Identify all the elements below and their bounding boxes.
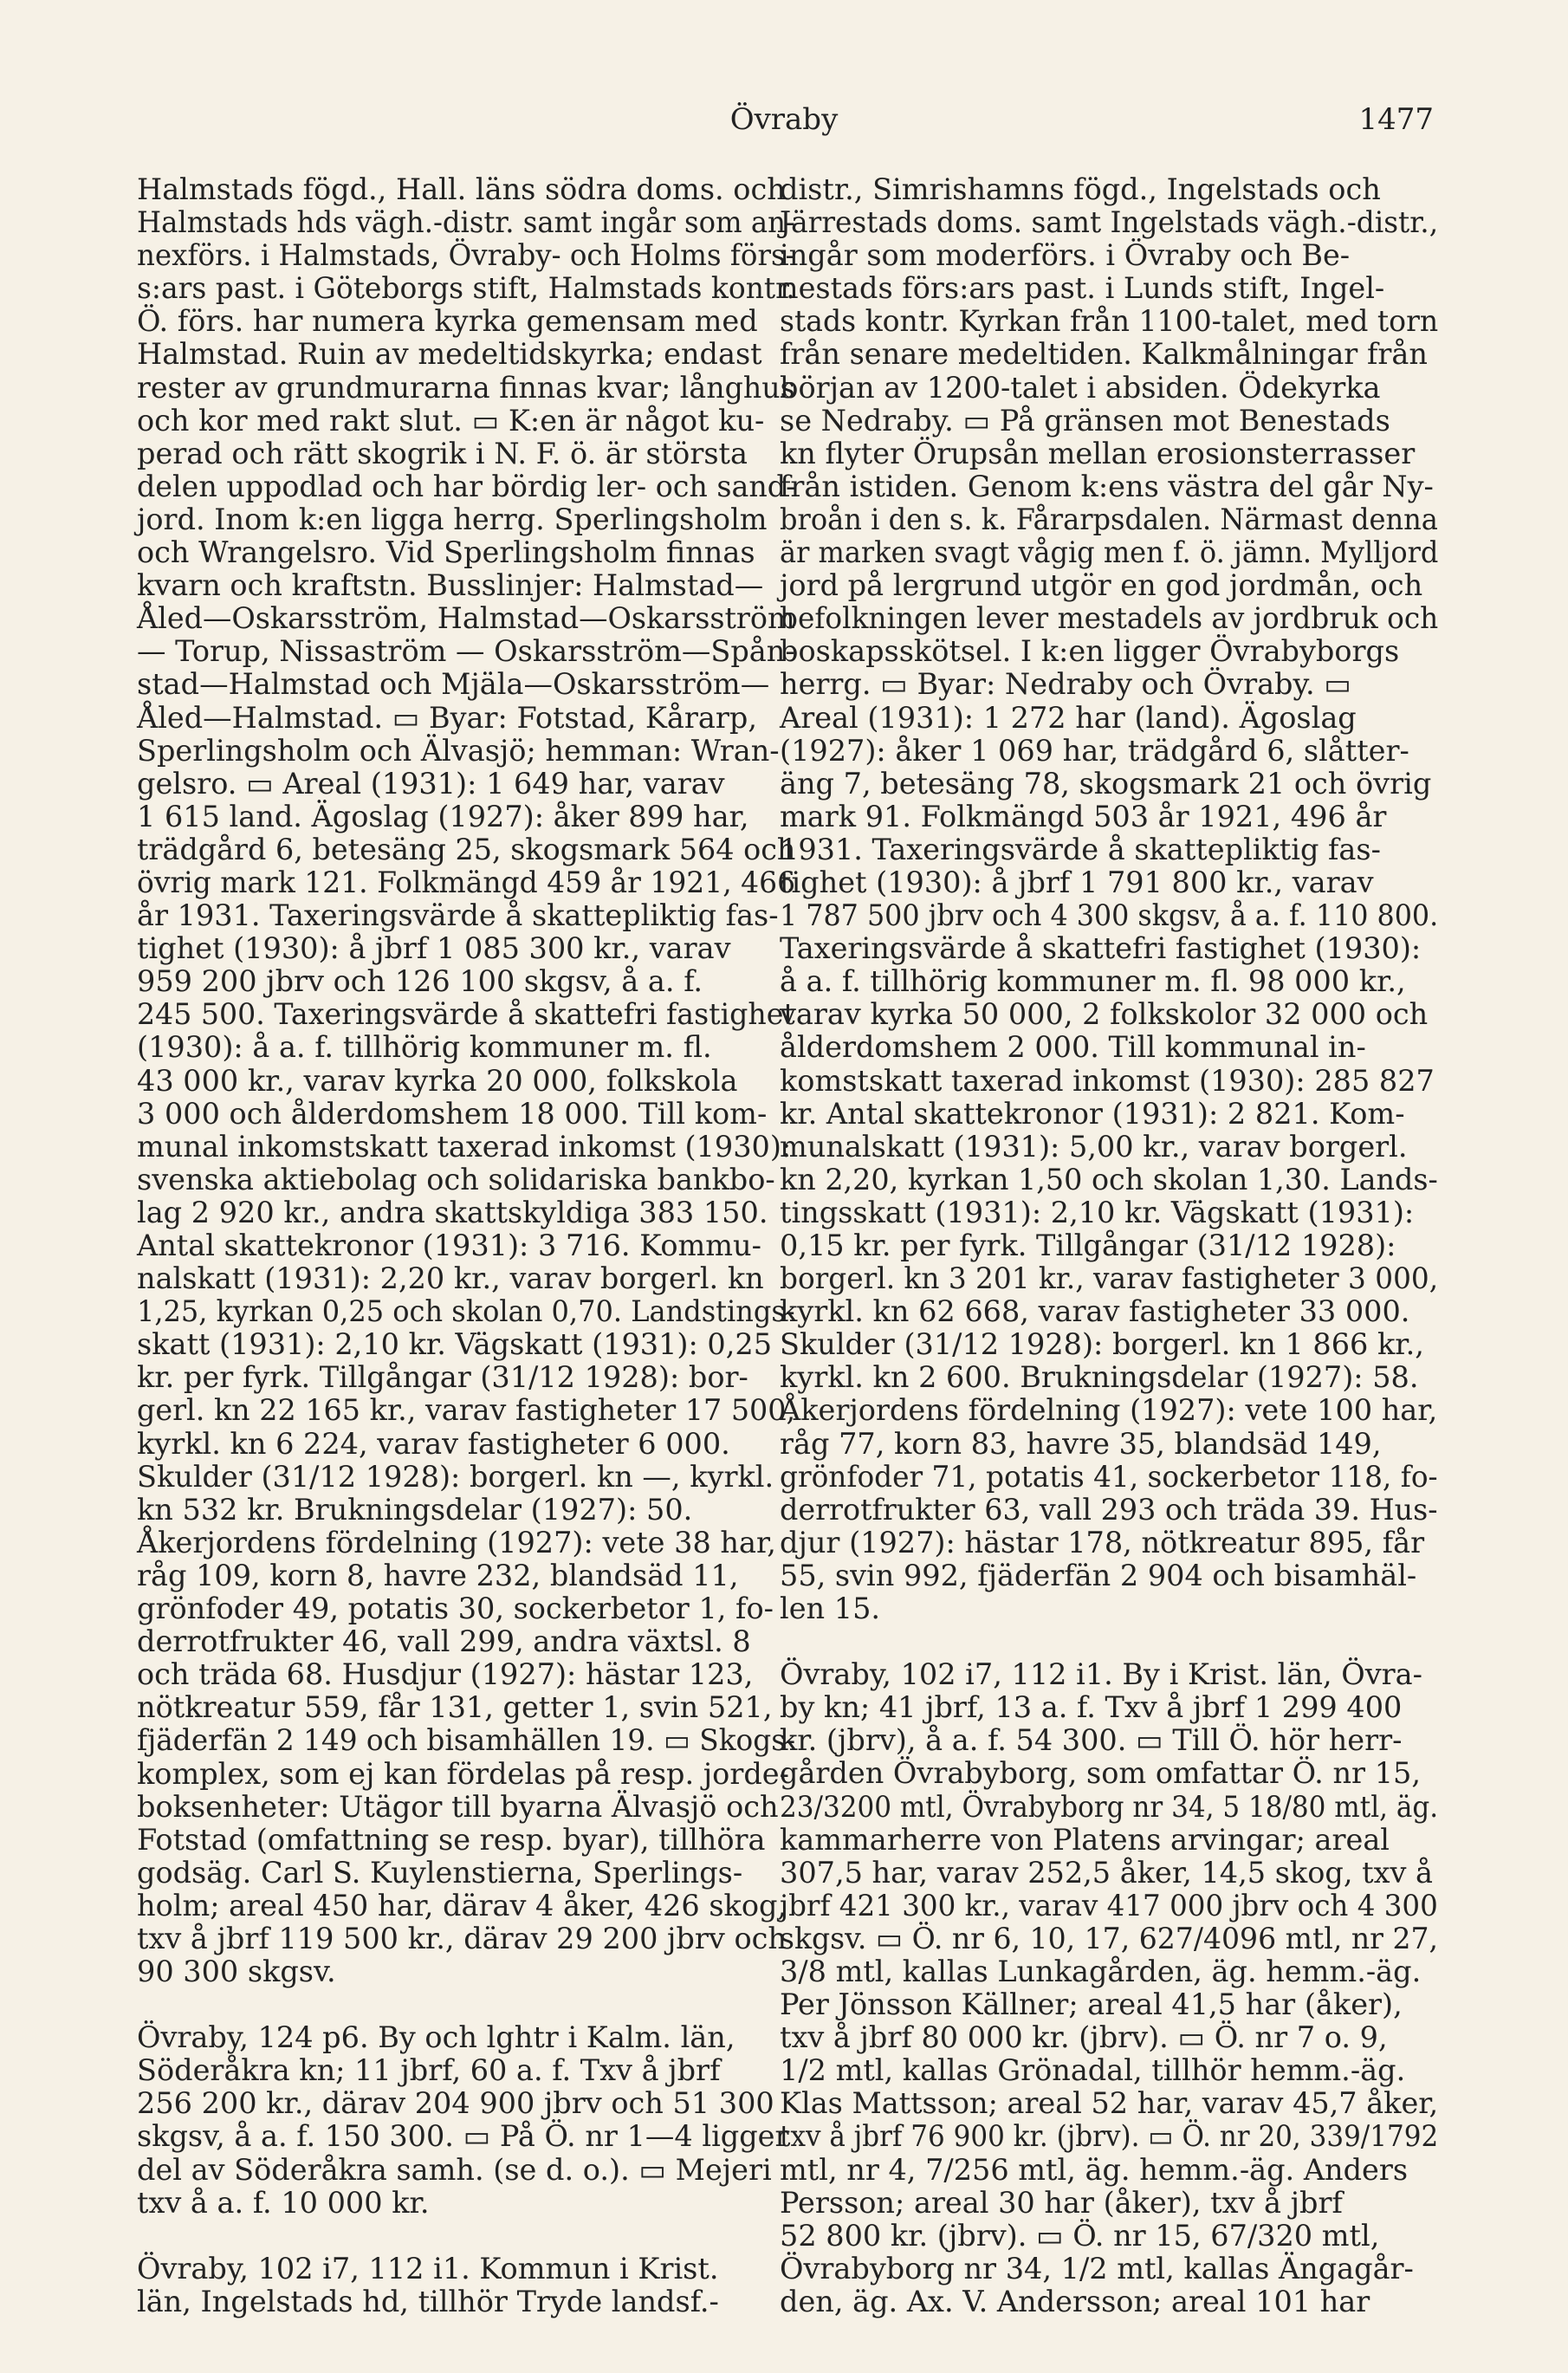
text-line: Persson; areal 30 har (åker), txv å jbrf xyxy=(780,2185,1343,2220)
text-line: början av 1200-talet i absiden. Ödekyrka xyxy=(780,370,1381,405)
text-line: Klas Mattsson; areal 52 har, varav 45,7 åker, xyxy=(780,2086,1439,2121)
text-line: derrotfrukter 63, vall 293 och träda 39. Hus- xyxy=(780,1492,1438,1527)
text-line: kn flyter Örupsån mellan erosionsterrasser xyxy=(780,436,1416,470)
text-line: län, Ingelstads hd, tillhör Tryde landsf.- xyxy=(137,2284,719,2318)
text-line: svenska aktiebolag och solidariska bankbo- xyxy=(137,1162,775,1196)
text-line: mark 91. Folkmängd 503 år 1921, 496 år xyxy=(780,799,1387,833)
text-line: komstskatt taxerad inkomst (1930): 285 827 xyxy=(780,1063,1435,1098)
text-line: 1/2 mtl, kallas Grönadal, tillhör hemm.-äg. xyxy=(780,2053,1406,2088)
text-line: gelsro. ▭ Areal (1931): 1 649 har, varav xyxy=(137,766,725,801)
text-line: kr. per fyrk. Tillgångar (31/12 1928): bor- xyxy=(137,1360,748,1395)
text-line: gerl. kn 22 165 kr., varav fastigheter 17 500, xyxy=(137,1393,796,1428)
text-line: len 15. xyxy=(780,1592,881,1626)
text-line: Åkerjordens fördelning (1927): vete 38 har, xyxy=(137,1525,776,1559)
left-column xyxy=(137,173,795,2318)
text-line: Halmstads fögd., Hall. läns södra doms. och xyxy=(137,172,786,206)
text-line: 1931. Taxeringsvärde å skattepliktig fas- xyxy=(780,832,1381,866)
text-line: distr., Simrishamns fögd., Ingelstads och xyxy=(780,172,1381,206)
right-column xyxy=(780,173,1438,2318)
text-line: djur (1927): hästar 178, nötkreatur 895, får xyxy=(780,1525,1425,1559)
text-line: från istiden. Genom k:ens västra del går Ny- xyxy=(780,469,1434,503)
text-line: derrotfrukter 46, vall 299, andra växtsl. 8 xyxy=(137,1624,751,1659)
text-line: se Nedraby. ▭ På gränsen mot Benestads xyxy=(780,403,1390,438)
text-line: nalskatt (1931): 2,20 kr., varav borgerl. kn xyxy=(137,1261,764,1296)
text-line: Övrabyborg nr 34, 1/2 mtl, kallas Ängagår- xyxy=(780,2251,1414,2285)
paragraph-gap xyxy=(137,1988,795,2021)
text-line: holm; areal 450 har, därav 4 åker, 426 skog, xyxy=(137,1888,787,1922)
text-line: komplex, som ej kan fördelas på resp. jorde- xyxy=(137,1756,789,1791)
text-line: 959 200 jbrv och 126 100 skgsv, å a. f. xyxy=(137,964,703,999)
text-line: den, äg. Ax. V. Andersson; areal 101 har xyxy=(780,2284,1370,2318)
text-line: kyrkl. kn 62 668, varav fastigheter 33 000. xyxy=(780,1294,1410,1329)
text-line: del av Söderåkra samh. (se d. o.). ▭ Mejeri xyxy=(137,2152,772,2187)
text-line: boskapsskötsel. I k:en ligger Övrabyborgs xyxy=(780,634,1400,669)
text-line: kyrkl. kn 2 600. Brukningsdelar (1927): 58. xyxy=(780,1360,1419,1395)
text-line: fjäderfän 2 149 och bisamhällen 19. ▭ Skogs- xyxy=(137,1723,796,1758)
text-line: mtl, nr 4, 7/256 mtl, äg. hemm.-äg. Anders xyxy=(780,2152,1409,2187)
text-line: Åled—Halmstad. ▭ Byar: Fotstad, Kårarp, xyxy=(137,700,757,735)
text-line: från senare medeltiden. Kalkmålningar från xyxy=(780,337,1428,372)
text-line: varav kyrka 50 000, 2 folkskolor 32 000 och xyxy=(780,997,1429,1032)
text-line: Areal (1931): 1 272 har (land). Ägoslag xyxy=(780,700,1357,735)
text-line: gården Övrabyborg, som omfattar Ö. nr 15, xyxy=(780,1756,1421,1791)
text-line: 1,25, kyrkan 0,25 och skolan 0,70. Landstings- xyxy=(137,1294,795,1329)
text-line: broån i den s. k. Fårarpsdalen. Närmast denna xyxy=(780,502,1438,536)
text-line: Övraby, 102 i7, 112 i1. By i Krist. län, Övra- xyxy=(780,1657,1422,1692)
text-line: kr. Antal skattekronor (1931): 2 821. Kom- xyxy=(780,1096,1405,1131)
text-line: Övraby, 102 i7, 112 i1. Kommun i Krist. xyxy=(137,2251,719,2285)
text-line: övrig mark 121. Folkmängd 459 år 1921, 466 xyxy=(137,865,796,899)
paragraph-gap xyxy=(137,2220,795,2253)
text-line: kn 532 kr. Brukningsdelar (1927): 50. xyxy=(137,1492,693,1527)
text-line: och kor med rakt slut. ▭ K:en är något ku- xyxy=(137,403,765,438)
text-line: lag 2 920 kr., andra skattskyldiga 383 150. xyxy=(137,1195,768,1229)
text-line: och Wrangelsro. Vid Sperlingsholm finnas xyxy=(137,535,755,570)
text-line: txv å jbrf 80 000 kr. (jbrv). ▭ Ö. nr 7 o. 9, xyxy=(780,2020,1388,2055)
text-line: stad—Halmstad och Mjäla—Oskarsström— xyxy=(137,667,770,702)
text-line: Åled—Oskarsström, Halmstad—Oskarsström xyxy=(137,601,795,636)
text-line: äng 7, betesäng 78, skogsmark 21 och övrig xyxy=(780,766,1432,801)
text-line: Skulder (31/12 1928): borgerl. kn —, kyrkl. xyxy=(137,1459,774,1494)
text-line: txv å jbrf 119 500 kr., därav 29 200 jbrv och xyxy=(137,1921,787,1955)
text-line: trädgård 6, betesäng 25, skogsmark 564 och xyxy=(137,832,796,866)
text-line: — Torup, Nissaström — Oskarsström—Spån- xyxy=(137,634,795,669)
text-line: kr. (jbrv), å a. f. 54 300. ▭ Till Ö. hör herr- xyxy=(780,1723,1403,1758)
text-line: jord på lergrund utgör en god jordmån, och xyxy=(780,568,1423,603)
text-line: Skulder (31/12 1928): borgerl. kn 1 866 kr., xyxy=(780,1327,1424,1362)
text-line: 3/8 mtl, kallas Lunkagården, äg. hemm.-äg. xyxy=(780,1954,1422,1988)
text-line: tighet (1930): å jbrf 1 791 800 kr., varav xyxy=(780,865,1374,899)
text-line: 0,15 kr. per fyrk. Tillgångar (31/12 1928): xyxy=(780,1229,1396,1262)
text-line: rester av grundmurarna finnas kvar; långhus xyxy=(137,370,795,405)
text-line: perad och rätt skogrik i N. F. ö. är största xyxy=(137,436,748,470)
text-line: stads kontr. Kyrkan från 1100-talet, med torn xyxy=(780,304,1439,339)
text-line: borgerl. kn 3 201 kr., varav fastigheter 3 000, xyxy=(780,1261,1439,1296)
text-line: år 1931. Taxeringsvärde å skattepliktig fas- xyxy=(137,898,779,933)
text-line: grönfoder 71, potatis 41, sockerbetor 118, fo- xyxy=(780,1459,1438,1494)
text-line: ingår som moderförs. i Övraby och Be- xyxy=(780,238,1351,273)
text-line: 307,5 har, varav 252,5 åker, 14,5 skog, txv å xyxy=(780,1855,1434,1890)
text-line: 52 800 kr. (jbrv). ▭ Ö. nr 15, 67/320 mtl, xyxy=(780,2218,1380,2253)
text-line: tighet (1930): å jbrf 1 085 300 kr., varav xyxy=(137,931,731,966)
text-line: Halmstads hds vägh.-distr. samt ingår som an- xyxy=(137,205,795,240)
text-line: txv å a. f. 10 000 kr. xyxy=(137,2185,430,2220)
text-line: skgsv. ▭ Ö. nr 6, 10, 17, 627/4096 mtl, nr 27, xyxy=(780,1921,1439,1955)
text-line: Fotstad (omfattning se resp. byar), tillhöra xyxy=(137,1822,766,1857)
text-line: ålderdomshem 2 000. Till kommunal in- xyxy=(780,1030,1366,1065)
text-line: 23/3200 mtl, Övrabyborg nr 34, 5 18/80 mtl, äg. xyxy=(780,1789,1439,1824)
text-line: grönfoder 49, potatis 30, sockerbetor 1, fo- xyxy=(137,1592,774,1626)
text-line: Per Jönsson Källner; areal 41,5 har (åker), xyxy=(780,1987,1403,2022)
text-line: jord. Inom k:en ligga herrg. Sperlingsholm xyxy=(137,502,768,536)
text-line: Järrestads doms. samt Ingelstads vägh.-distr., xyxy=(780,205,1439,240)
text-line: 90 300 skgsv. xyxy=(137,1955,336,1989)
text-line: råg 77, korn 83, havre 35, blandsäd 149, xyxy=(780,1426,1382,1461)
text-line: 3 000 och ålderdomshem 18 000. Till kom- xyxy=(137,1096,768,1131)
text-line: nexförs. i Halmstads, Övraby- och Holms förs- xyxy=(137,238,795,273)
text-line: kammarherre von Platens arvingar; areal xyxy=(780,1822,1390,1857)
text-line: Antal skattekronor (1931): 3 716. Kommu- xyxy=(137,1229,761,1262)
text-line: Åkerjordens fördelning (1927): vete 100 har, xyxy=(780,1393,1438,1428)
text-line: munal inkomstskatt taxerad inkomst (1930): xyxy=(137,1129,792,1164)
text-line: herrg. ▭ Byar: Nedraby och Övraby. ▭ xyxy=(780,667,1351,702)
text-line: Övraby, 124 p6. By och lghtr i Kalm. län, xyxy=(137,2020,735,2055)
text-line: txv å jbrf 76 900 kr. (jbrv). ▭ Ö. nr 20, 339/1792 xyxy=(780,2119,1439,2154)
text-line: å a. f. tillhörig kommuner m. fl. 98 000 kr., xyxy=(780,964,1406,999)
text-line: (1930): å a. f. tillhörig kommuner m. fl. xyxy=(137,1030,712,1065)
text-line: skatt (1931): 2,10 kr. Vägskatt (1931): 0,25 xyxy=(137,1327,773,1362)
text-line: boksenheter: Utägor till byarna Älvasjö och xyxy=(137,1789,779,1824)
text-line: Halmstad. Ruin av medeltidskyrka; endast xyxy=(137,337,762,372)
text-line: Sperlingsholm och Älvasjö; hemman: Wran- xyxy=(137,733,780,768)
text-line: 1 787 500 jbrv och 4 300 skgsv, å a. f. 110 800. xyxy=(780,898,1439,933)
text-line: kn 2,20, kyrkan 1,50 och skolan 1,30. Lands- xyxy=(780,1162,1438,1196)
text-line: munalskatt (1931): 5,00 kr., varav borgerl. xyxy=(780,1129,1408,1164)
text-line: s:ars past. i Göteborgs stift, Halmstads kontr. xyxy=(137,271,795,306)
text-line: nestads förs:ars past. i Lunds stift, Ingel- xyxy=(780,271,1385,306)
text-line: 1 615 land. Ägoslag (1927): åker 899 har, xyxy=(137,799,749,833)
text-line: Ö. förs. har numera kyrka gemensam med xyxy=(137,304,758,339)
text-line: nötkreatur 559, får 131, getter 1, svin 521, xyxy=(137,1690,773,1725)
text-line: Söderåkra kn; 11 jbrf, 60 a. f. Txv å jbrf xyxy=(137,2053,721,2088)
text-line: skgsv, å a. f. 150 300. ▭ På Ö. nr 1—4 ligger xyxy=(137,2119,789,2154)
running-head: Övraby xyxy=(729,102,839,137)
text-line: befolkningen lever mestadels av jordbruk och xyxy=(780,601,1439,636)
text-line: delen uppodlad och har bördig ler- och sand- xyxy=(137,469,796,503)
text-line: kvarn och kraftstn. Busslinjer: Halmstad— xyxy=(137,568,764,603)
text-line: är marken svagt vågig men f. ö. jämn. Mylljord xyxy=(780,535,1439,570)
text-line: godsäg. Carl S. Kuylenstierna, Sperlings- xyxy=(137,1855,743,1890)
text-line: jbrf 421 300 kr., varav 417 000 jbrv och 4 300 xyxy=(780,1888,1438,1922)
text-line: by kn; 41 jbrf, 13 a. f. Txv å jbrf 1 299 400 xyxy=(780,1690,1403,1725)
text-line: 55, svin 992, fjäderfän 2 904 och bisamhäl- xyxy=(780,1558,1417,1592)
text-line: 245 500. Taxeringsvärde å skattefri fastighet xyxy=(137,997,795,1032)
page-number: 1477 xyxy=(1358,102,1434,137)
text-line: Taxeringsvärde å skattefri fastighet (1930): xyxy=(780,931,1422,966)
text-line: 43 000 kr., varav kyrka 20 000, folkskola xyxy=(137,1063,738,1098)
text-line: råg 109, korn 8, havre 232, blandsäd 11, xyxy=(137,1558,739,1592)
text-line: och träda 68. Husdjur (1927): hästar 123, xyxy=(137,1657,754,1692)
text-line: kyrkl. kn 6 224, varav fastigheter 6 000. xyxy=(137,1426,730,1461)
text-line: 256 200 kr., därav 204 900 jbrv och 51 300 xyxy=(137,2086,774,2121)
text-line: tingsskatt (1931): 2,10 kr. Vägskatt (1931): xyxy=(780,1195,1415,1229)
paragraph-gap xyxy=(780,1625,1438,1658)
text-line: (1927): åker 1 069 har, trädgård 6, slåtter- xyxy=(780,733,1409,768)
